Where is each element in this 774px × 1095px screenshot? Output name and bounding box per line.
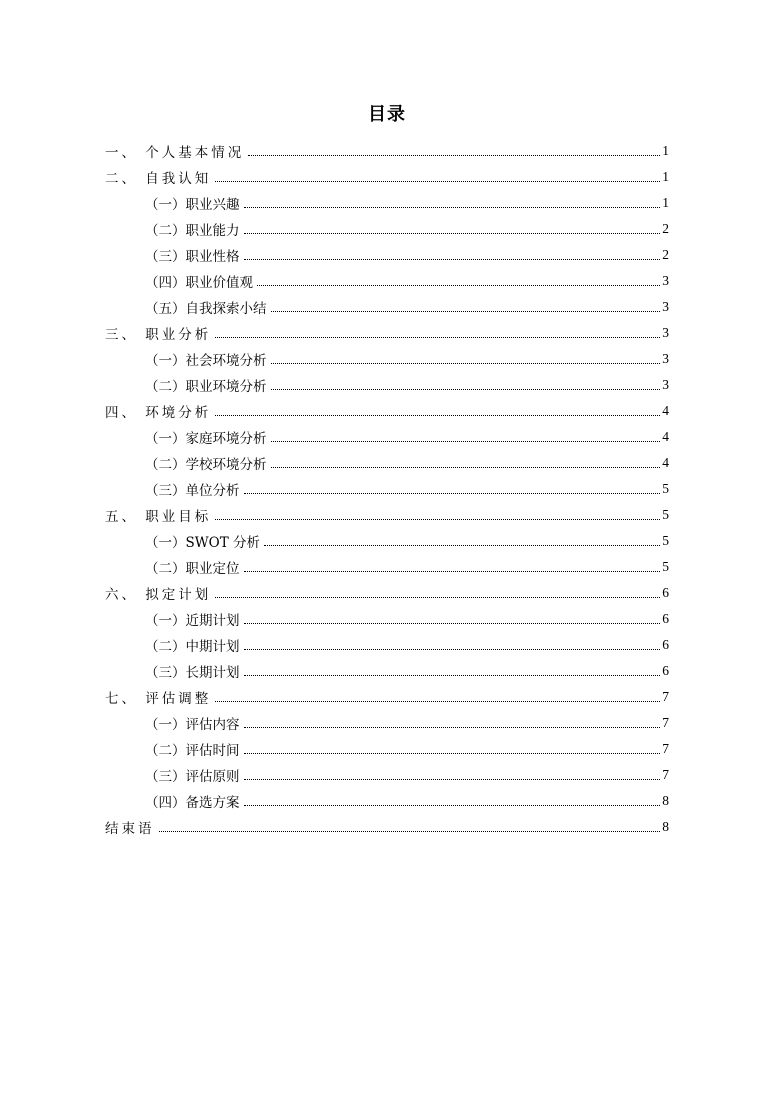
toc-entry-label: （二）职业定位 — [145, 561, 240, 577]
toc-entry-page-number: 1 — [662, 143, 669, 158]
toc-entry-page-number: 4 — [662, 403, 669, 418]
toc-entry-label: （一）SWOT 分析 — [145, 535, 260, 551]
toc-dot-leader — [215, 414, 660, 416]
toc-entry[interactable] — [0, 632, 774, 658]
toc-entry-label: （三）职业性格 — [145, 249, 240, 265]
toc-dot-leader — [271, 440, 661, 442]
toc-dot-leader — [244, 752, 661, 754]
toc-entry-page-number: 7 — [662, 741, 669, 756]
toc-entry-label: 结束语 — [105, 821, 155, 837]
toc-entry-page-number: 2 — [662, 221, 669, 236]
toc-entry[interactable] — [0, 138, 774, 164]
toc-dot-leader — [244, 570, 661, 572]
toc-entry[interactable] — [0, 242, 774, 268]
toc-dot-leader — [244, 206, 661, 208]
toc-entry[interactable] — [0, 788, 774, 814]
toc-entry-label: （二）职业环境分析 — [145, 379, 267, 395]
toc-entry[interactable] — [0, 476, 774, 502]
toc-dot-leader — [244, 648, 661, 650]
toc-dot-leader — [215, 700, 660, 702]
toc-entry-label: （二）中期计划 — [145, 639, 240, 655]
toc-entry[interactable] — [0, 372, 774, 398]
toc-dot-leader — [215, 518, 660, 520]
toc-entry-page-number: 8 — [662, 793, 669, 808]
toc-dot-leader — [271, 388, 661, 390]
toc-entry-page-number: 7 — [662, 689, 669, 704]
toc-entry-page-number: 6 — [662, 663, 669, 678]
toc-entry-page-number: 4 — [662, 455, 669, 470]
toc-dot-leader — [244, 622, 661, 624]
toc-entry[interactable] — [0, 502, 774, 528]
toc-entry-label: （一）社会环境分析 — [145, 353, 267, 369]
toc-entry-label: 一、 个人基本情况 — [105, 145, 245, 161]
toc-dot-leader — [159, 830, 661, 832]
toc-entry-page-number: 6 — [662, 611, 669, 626]
toc-dot-leader — [244, 726, 661, 728]
toc-entry[interactable] — [0, 346, 774, 372]
toc-entry-page-number: 8 — [662, 819, 669, 834]
toc-entry-label: （二）职业能力 — [145, 223, 240, 239]
toc-entry-page-number: 3 — [662, 377, 669, 392]
toc-entry-page-number: 4 — [662, 429, 669, 444]
toc-entry-page-number: 3 — [662, 325, 669, 340]
toc-entry-label: （四）备选方案 — [145, 795, 240, 811]
toc-dot-leader — [244, 232, 661, 234]
toc-entry[interactable] — [0, 398, 774, 424]
toc-entry[interactable] — [0, 164, 774, 190]
toc-entry-label: 六、 拟定计划 — [105, 587, 212, 603]
toc-entry-page-number: 7 — [662, 767, 669, 782]
toc-entry-label: （一）家庭环境分析 — [145, 431, 267, 447]
toc-entry[interactable] — [0, 294, 774, 320]
toc-entry-page-number: 7 — [662, 715, 669, 730]
toc-dot-leader — [244, 492, 661, 494]
toc-entry-page-number: 3 — [662, 299, 669, 314]
toc-list — [0, 138, 774, 840]
toc-entry[interactable] — [0, 450, 774, 476]
toc-dot-leader — [271, 310, 661, 312]
toc-entry-label: 四、 环境分析 — [105, 405, 212, 421]
toc-entry[interactable] — [0, 736, 774, 762]
toc-entry-page-number: 5 — [662, 481, 669, 496]
toc-entry-label: （一）职业兴趣 — [145, 197, 240, 213]
toc-entry-page-number: 2 — [662, 247, 669, 262]
toc-entry-page-number: 1 — [662, 169, 669, 184]
toc-entry[interactable] — [0, 424, 774, 450]
toc-entry[interactable] — [0, 216, 774, 242]
toc-dot-leader — [248, 154, 660, 156]
toc-dot-leader — [244, 258, 661, 260]
toc-entry-page-number: 6 — [662, 585, 669, 600]
toc-dot-leader — [215, 596, 660, 598]
toc-entry[interactable] — [0, 684, 774, 710]
toc-entry-label: （一）评估内容 — [145, 717, 240, 733]
toc-entry[interactable] — [0, 658, 774, 684]
page-title: 目录 — [368, 104, 406, 125]
toc-entry-label: 五、 职业目标 — [105, 509, 212, 525]
toc-entry[interactable] — [0, 814, 774, 840]
toc-entry-label: （二）评估时间 — [145, 743, 240, 759]
toc-dot-leader — [257, 284, 660, 286]
toc-entry-page-number: 6 — [662, 637, 669, 652]
toc-entry[interactable] — [0, 320, 774, 346]
toc-entry[interactable] — [0, 528, 774, 554]
toc-entry-page-number: 5 — [662, 559, 669, 574]
toc-entry[interactable] — [0, 190, 774, 216]
toc-entry-page-number: 5 — [662, 507, 669, 522]
toc-entry[interactable] — [0, 554, 774, 580]
toc-dot-leader — [244, 674, 661, 676]
toc-dot-leader — [271, 466, 661, 468]
toc-entry[interactable] — [0, 580, 774, 606]
toc-entry-label: 七、 评估调整 — [105, 691, 212, 707]
toc-entry-label: （三）评估原则 — [145, 769, 240, 785]
toc-entry-label: （二）学校环境分析 — [145, 457, 267, 473]
toc-dot-leader — [244, 778, 661, 780]
toc-entry-label: （三）单位分析 — [145, 483, 240, 499]
toc-entry-page-number: 3 — [662, 273, 669, 288]
toc-entry[interactable] — [0, 710, 774, 736]
toc-entry[interactable] — [0, 268, 774, 294]
toc-entry-page-number: 5 — [662, 533, 669, 548]
toc-dot-leader — [264, 544, 660, 546]
toc-dot-leader — [271, 362, 661, 364]
toc-dot-leader — [244, 804, 661, 806]
toc-entry-label: （三）长期计划 — [145, 665, 240, 681]
toc-entry-label: 三、 职业分析 — [105, 327, 212, 343]
toc-dot-leader — [215, 180, 660, 182]
toc-entry-label: （一）近期计划 — [145, 613, 240, 629]
toc-entry-page-number: 3 — [662, 351, 669, 366]
toc-entry-label: 二、 自我认知 — [105, 171, 212, 187]
toc-entry-label: （五）自我探索小结 — [145, 301, 267, 317]
toc-entry-page-number: 1 — [662, 195, 669, 210]
toc-entry-label: （四）职业价值观 — [145, 275, 253, 291]
toc-entry[interactable] — [0, 606, 774, 632]
toc-dot-leader — [215, 336, 660, 338]
toc-entry[interactable] — [0, 762, 774, 788]
